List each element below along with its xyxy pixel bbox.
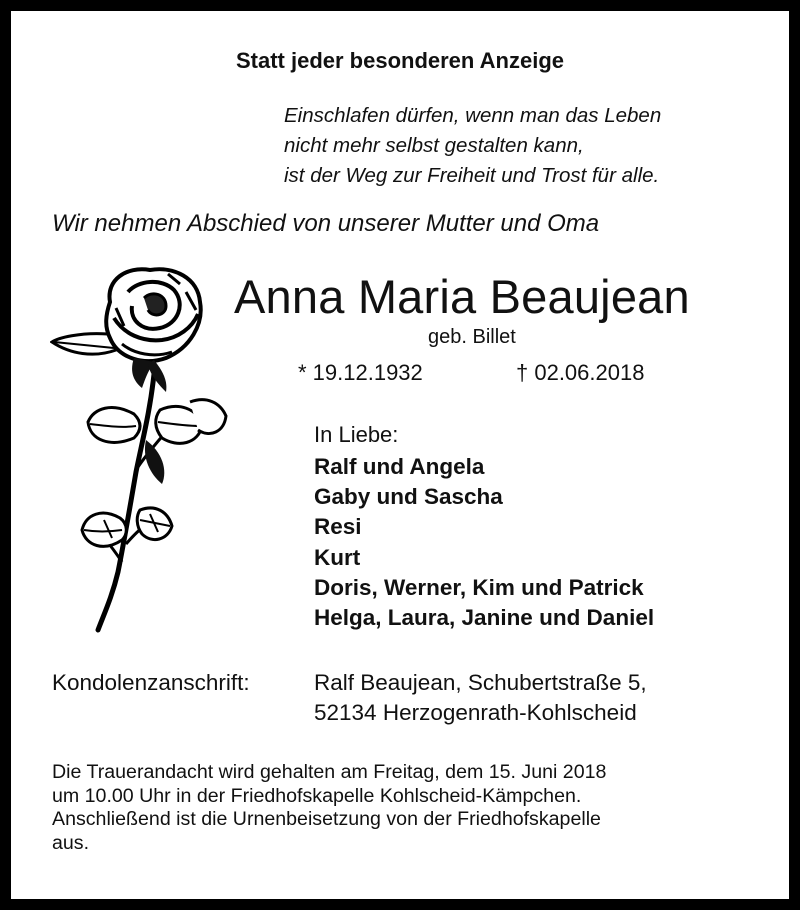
memorial-quote xyxy=(284,101,661,191)
quote-line: nicht mehr selbst gestalten kann, xyxy=(284,134,584,157)
mourner-line: Resi xyxy=(314,514,362,540)
birth-name: geb. Billet xyxy=(428,326,516,348)
farewell-text: Wir nehmen Abschied von unserer Mutter und Oma xyxy=(52,210,600,237)
rose-icon xyxy=(50,262,232,634)
quote-line: Einschlafen dürfen, wenn man das Leben xyxy=(284,104,662,127)
service-line: Anschließend ist die Urnenbeisetzung von der Friedhofskapelle xyxy=(52,808,601,831)
mourner-line: Doris, Werner, Kim und Patrick xyxy=(314,574,644,600)
condolence-label: Kondolenzanschrift: xyxy=(52,670,250,695)
mourner-line: Ralf und Angela xyxy=(314,454,485,479)
mourner-line: Helga, Laura, Janine und Daniel xyxy=(314,605,655,631)
death-date: † 02.06.2018 xyxy=(516,360,645,385)
service-line: Die Trauerandacht wird gehalten am Freitag, dem 15. Juni 2018 xyxy=(52,761,607,783)
deceased-name: Anna Maria Beaujean xyxy=(234,270,690,323)
quote-line: ist der Weg zur Freiheit und Trost für alle. xyxy=(284,164,660,187)
birth-date: * 19.12.1932 xyxy=(298,360,423,385)
mourners-list xyxy=(314,452,654,633)
service-line: aus. xyxy=(52,832,90,855)
condolence-address-line: Ralf Beaujean, Schubertstraße 5, xyxy=(314,670,647,695)
mourner-line: Kurt xyxy=(314,544,361,570)
condolence-address-line: 52134 Herzogenrath-Kohlscheid xyxy=(314,700,637,725)
service-announcement xyxy=(52,761,606,856)
in-love-label: In Liebe: xyxy=(314,422,399,447)
service-line: um 10.00 Uhr in der Friedhofskapelle Kohlscheid-Kämpchen. xyxy=(52,784,582,807)
mourner-line: Gaby und Sascha xyxy=(314,484,503,510)
notice-heading: Statt jeder besonderen Anzeige xyxy=(235,48,565,73)
